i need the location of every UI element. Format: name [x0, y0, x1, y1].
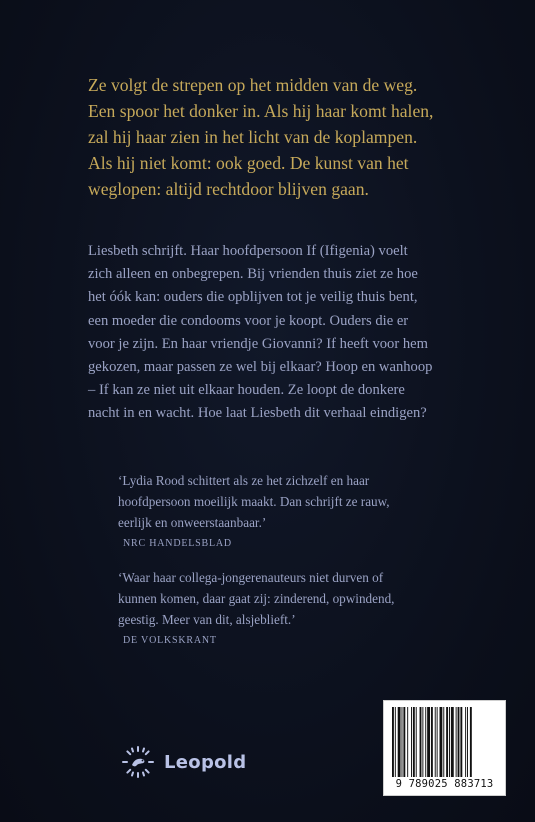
intro-line: Als hij niet komt: ook goed. De kunst van het: [88, 153, 409, 173]
intro-line: weglopen: altijd rechtdoor blijven gaan.: [88, 179, 369, 199]
leopold-logo-icon: [120, 744, 156, 780]
barcode-bars: [390, 707, 499, 777]
synopsis-line: – If kan ze niet uit elkaar houden. Ze loopt de donkere: [88, 382, 405, 399]
quote-source: DE VOLKSKRANT: [123, 635, 217, 646]
quote-line: kunnen komen, daar gaat zij: zinderend, opwindend,: [118, 591, 395, 606]
quote-line: ‘Lydia Rood schittert als ze het zichzelf en haar: [118, 473, 370, 488]
quote-line: ‘Waar haar collega-jongerenauteurs niet durven of: [118, 570, 384, 585]
synopsis-line: Liesbeth schrijft. Haar hoofdpersoon If (Ifigenia) voelt: [88, 243, 408, 259]
intro-line: Ze volgt de strepen op het midden van de weg.: [88, 75, 418, 95]
synopsis-line: een moeder die condooms voor je koopt. Ouders die er: [88, 312, 409, 329]
isbn-barcode: [383, 700, 506, 796]
synopsis-line: gekozen, maar passen ze wel bij elkaar? Hoop en wanhoop: [88, 359, 433, 376]
review-quote-volkskrant: [118, 567, 488, 651]
intro-line: Een spoor het donker in. Als hij haar komt halen,: [88, 101, 434, 121]
synopsis-line: zich alleen en onbegrepen. Bij vrienden thuis ziet ze hoe: [88, 266, 418, 283]
publisher-logo: [120, 744, 246, 780]
quote-line: hoofdpersoon moeilijk maakt. Dan schrijft ze rauw,: [118, 494, 390, 509]
intro-teaser: [88, 72, 488, 202]
isbn-number: 9 789025 883713: [395, 778, 494, 790]
quote-line: eerlijk en onweerstaanbaar.’ NRC HANDELSBLAD: [118, 512, 488, 554]
quote-line: geestig. Meer van dit, alsjeblieft.’ DE VOLKSKRANT: [118, 609, 488, 651]
synopsis-line: het óók kan: ouders die opblijven tot je veilig thuis bent,: [88, 289, 418, 306]
publisher-name: Leopold: [164, 751, 247, 773]
synopsis: [88, 240, 488, 426]
quote-source: NRC HANDELSBLAD: [123, 538, 232, 549]
intro-line: zal hij haar zien in het licht van de koplampen.: [88, 127, 418, 147]
synopsis-line: nacht in en wacht. Hoe laat Liesbeth dit verhaal eindigen?: [88, 405, 427, 422]
review-quote-nrc: [118, 470, 488, 554]
synopsis-line: voor je zijn. En haar vriendje Giovanni? If heeft voor hem: [88, 335, 428, 352]
